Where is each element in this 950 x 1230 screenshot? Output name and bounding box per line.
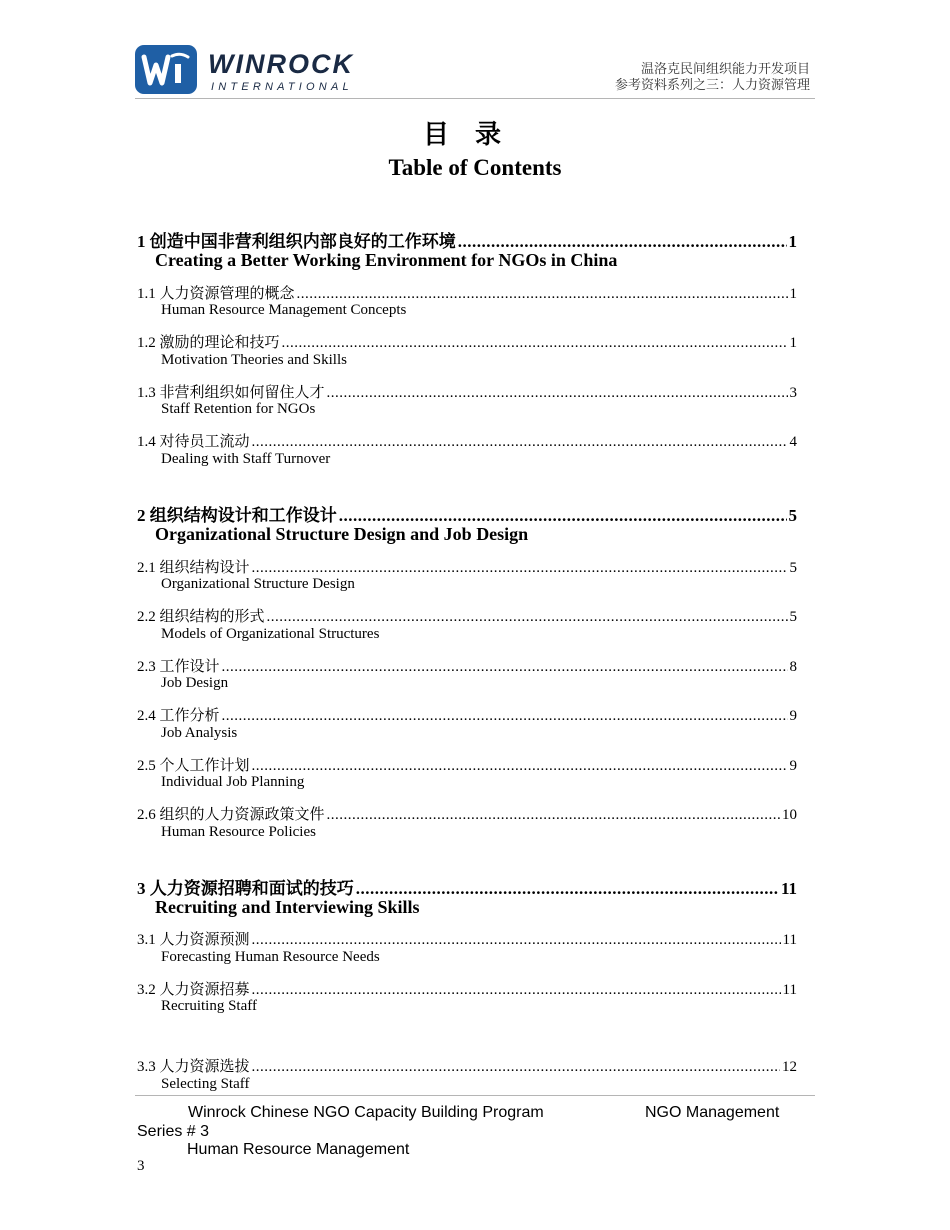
toc-entry-2-3-en: Job Design	[161, 675, 229, 691]
toc-page-number: 1	[789, 286, 797, 302]
logo-name: WINROCK	[208, 49, 354, 79]
header-line-2: 参考资料系列之三：人力资源管理	[614, 77, 810, 92]
toc-page-number: 8	[789, 659, 797, 675]
header-project-info	[615, 61, 810, 93]
toc-label: 3.1 人力资源预测	[137, 932, 250, 948]
toc-entry-3-3[interactable]	[137, 1055, 797, 1076]
toc-page-number: 5	[789, 560, 797, 576]
toc-leader	[222, 708, 788, 725]
toc-page-number: 11	[782, 982, 797, 998]
toc-entry-1-4-en: Dealing with Staff Turnover	[161, 451, 331, 467]
footer-series-a: NGO Management	[645, 1104, 780, 1121]
toc-label: 3 人力资源招聘和面试的技巧	[137, 879, 354, 898]
toc-leader	[339, 506, 787, 526]
toc-entry-section-2-en: Organizational Structure Design and Job Design	[155, 524, 529, 544]
toc-entry-section-1[interactable]	[137, 227, 797, 252]
winrock-logo-icon	[135, 45, 197, 94]
toc-page-number: 10	[782, 807, 797, 823]
toc-page-number: 12	[782, 1059, 797, 1075]
toc-page-number: 5	[788, 506, 797, 525]
page-title-cn: 目录	[422, 120, 527, 149]
toc-leader	[252, 1059, 780, 1076]
toc-leader	[252, 982, 781, 999]
page-title-en: Table of Contents	[388, 155, 562, 180]
footer-divider	[135, 1095, 815, 1096]
toc-page-number: 1	[788, 232, 797, 251]
toc-page-number: 9	[789, 758, 797, 774]
toc-entry-3-1-en: Forecasting Human Resource Needs	[161, 949, 380, 965]
toc-leader	[297, 286, 788, 303]
toc-entry-1-1-en: Human Resource Management Concepts	[161, 302, 407, 318]
toc-page-number: 1	[789, 335, 797, 351]
footer-subject: Human Resource Management	[187, 1141, 410, 1158]
toc-leader	[458, 232, 787, 252]
toc-label: 2.2 组织结构的形式	[137, 609, 265, 625]
toc-entry-2-3[interactable]	[137, 655, 797, 676]
toc-label: 2 组织结构设计和工作设计	[137, 506, 337, 525]
toc-label: 2.3 工作设计	[137, 659, 220, 675]
toc-leader	[282, 335, 788, 352]
toc-entry-section-3-en: Recruiting and Interviewing Skills	[155, 897, 420, 917]
toc-entry-section-3[interactable]	[137, 874, 797, 899]
toc-entry-1-4[interactable]	[137, 430, 797, 451]
toc-label: 1.2 激励的理论和技巧	[137, 335, 280, 351]
toc-entry-1-1[interactable]	[137, 282, 797, 303]
toc-page-number: 11	[780, 879, 797, 898]
footer-program: Winrock Chinese NGO Capacity Building Program	[188, 1104, 544, 1121]
toc-entry-2-4[interactable]	[137, 704, 797, 725]
toc-label: 2.6 组织的人力资源政策文件	[137, 807, 325, 823]
toc-entry-3-2-en: Recruiting Staff	[161, 998, 257, 1014]
toc-leader	[252, 560, 788, 577]
toc-entry-3-2[interactable]	[137, 978, 797, 999]
toc-label: 3.2 人力资源招募	[137, 982, 250, 998]
toc-entry-2-2[interactable]	[137, 605, 797, 626]
toc-label: 2.5 个人工作计划	[137, 758, 250, 774]
toc-entry-2-6-en: Human Resource Policies	[161, 824, 316, 840]
logo-subtitle: INTERNATIONAL	[211, 81, 353, 93]
toc-entry-2-2-en: Models of Organizational Structures	[161, 626, 380, 642]
page-number: 3	[137, 1158, 145, 1174]
toc-label: 1.1 人力资源管理的概念	[137, 286, 295, 302]
toc-entry-1-3-en: Staff Retention for NGOs	[161, 401, 316, 417]
toc-label: 2.1 组织结构设计	[137, 560, 250, 576]
toc-page-number: 5	[789, 609, 797, 625]
toc-entry-1-2[interactable]	[137, 331, 797, 352]
toc-page-number: 3	[789, 385, 797, 401]
toc-label: 3.3 人力资源选拔	[137, 1059, 250, 1075]
toc-entry-section-2[interactable]	[137, 501, 797, 526]
toc-page-number: 11	[782, 932, 797, 948]
toc-entry-2-1-en: Organizational Structure Design	[161, 576, 355, 592]
toc-leader	[252, 434, 788, 451]
toc-entry-3-1[interactable]	[137, 928, 797, 949]
toc-leader	[267, 609, 788, 626]
toc-entry-1-2-en: Motivation Theories and Skills	[161, 352, 347, 368]
toc-label: 1.4 对待员工流动	[137, 434, 250, 450]
toc-label: 2.4 工作分析	[137, 708, 220, 724]
page-header	[135, 45, 815, 99]
toc-entry-2-5[interactable]	[137, 754, 797, 775]
toc-page-number: 9	[789, 708, 797, 724]
toc-leader	[327, 807, 780, 824]
toc-leader	[252, 932, 781, 949]
toc-leader	[222, 659, 788, 676]
toc-label: 1 创造中国非营利组织内部良好的工作环境	[137, 232, 456, 251]
footer-series-b: Series # 3	[137, 1123, 210, 1140]
toc-page-number: 4	[789, 434, 797, 450]
toc-entry-2-1[interactable]	[137, 556, 797, 577]
toc-entry-3-3-en: Selecting Staff	[161, 1076, 250, 1092]
toc-entry-2-4-en: Job Analysis	[161, 725, 238, 741]
toc-entry-2-6[interactable]	[137, 803, 797, 824]
toc-entry-section-1-en: Creating a Better Working Environment for NGOs in China	[155, 250, 618, 270]
toc-leader	[327, 385, 788, 402]
toc-entry-1-3[interactable]	[137, 381, 797, 402]
header-line-1: 温洛克民间组织能力开发项目	[640, 61, 810, 76]
toc-leader	[356, 879, 779, 899]
toc-leader	[252, 758, 788, 775]
toc-label: 1.3 非营利组织如何留住人才	[137, 385, 325, 401]
toc-entry-2-5-en: Individual Job Planning	[161, 774, 305, 790]
